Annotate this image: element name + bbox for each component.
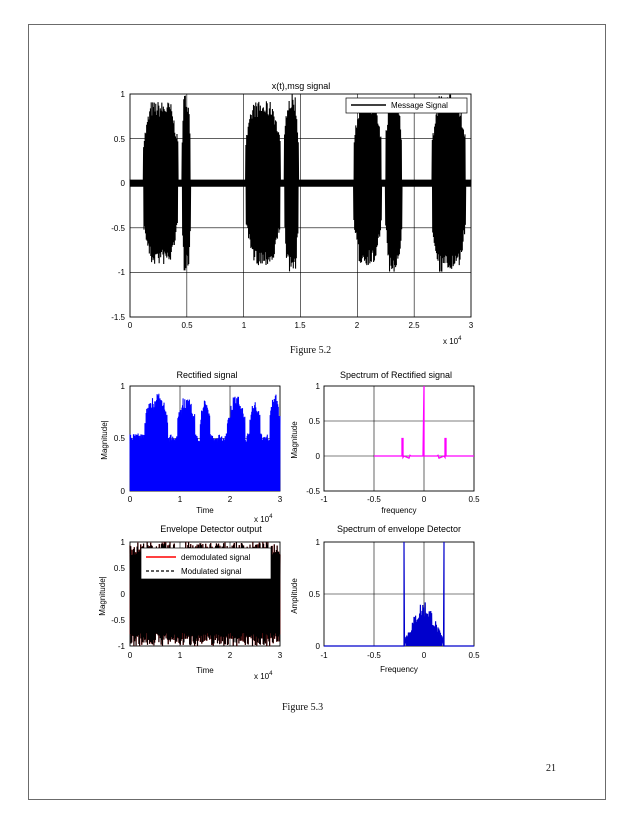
chart-title: Spectrum of Rectified signal xyxy=(339,370,453,380)
y-axis-label: Amplitude xyxy=(290,578,299,614)
figure-caption-5-2: Figure 5.2 xyxy=(290,345,332,356)
x-tick-label: 0 xyxy=(127,495,133,504)
legend xyxy=(141,548,271,579)
page-number: 21 xyxy=(546,763,556,774)
y-tick-label: -0.5 xyxy=(111,224,125,233)
y-tick-label: 1 xyxy=(120,538,125,547)
y-tick-label: -1.5 xyxy=(111,313,125,322)
x-tick-label: 0.5 xyxy=(468,651,480,660)
legend-label: demodulated signal xyxy=(181,553,251,562)
x-tick-label: 3 xyxy=(468,321,474,330)
legend-label: Modulated signal xyxy=(181,567,242,576)
y-tick-label: -1 xyxy=(117,268,125,277)
y-tick-labels xyxy=(111,90,125,322)
y-tick-label: 0 xyxy=(120,590,125,599)
legend xyxy=(346,98,467,113)
x-axis-label: Frequency xyxy=(380,665,418,674)
y-tick-label: 0.5 xyxy=(113,434,125,443)
x-tick-label: -1 xyxy=(320,651,328,660)
x-tick-label: 0.5 xyxy=(468,495,480,504)
x-tick-label: -0.5 xyxy=(367,495,381,504)
y-tick-label: 1 xyxy=(315,538,320,547)
y-tick-label: 0 xyxy=(120,487,125,496)
x-tick-labels xyxy=(128,321,474,330)
x-tick-label: 1.5 xyxy=(294,321,306,330)
chart-title: Spectrum of envelope Detector xyxy=(336,524,462,534)
chart-title: Envelope Detector output xyxy=(160,524,262,534)
x-axis-label: Time xyxy=(196,506,214,515)
y-axis-label: Magnitude xyxy=(290,421,299,459)
y-tick-label: -0.5 xyxy=(111,616,125,625)
x-tick-label: 2 xyxy=(227,651,233,660)
x-multiplier: x $10^4$ xyxy=(254,671,273,681)
legend-label: Message Signal xyxy=(391,101,448,110)
y-tick-label: -0.5 xyxy=(306,487,320,496)
y-tick-label: 0 xyxy=(120,179,125,188)
x-tick-label: 3 xyxy=(277,651,283,660)
x-tick-label: 2 xyxy=(354,321,360,330)
y-tick-label: 0.5 xyxy=(308,417,320,426)
chart-rectified-signal xyxy=(100,370,283,524)
y-axis-label: Magnitude| xyxy=(100,420,109,460)
x-tick-label: 1 xyxy=(241,321,247,330)
y-tick-label: 0 xyxy=(315,452,320,461)
plot-area xyxy=(324,386,474,491)
x-tick-label: 1 xyxy=(177,495,183,504)
x-tick-label: 0 xyxy=(127,321,133,330)
chart-rectified-spectrum xyxy=(290,370,480,515)
x-multiplier: x $10^4$ xyxy=(443,336,462,346)
y-tick-label: 0 xyxy=(315,642,320,651)
x-tick-label: 3 xyxy=(277,495,283,504)
x-tick-label: 2.5 xyxy=(408,321,420,330)
y-tick-label: 1 xyxy=(120,382,125,391)
y-tick-label: 1 xyxy=(120,90,125,99)
y-tick-label: 1 xyxy=(315,382,320,391)
chart-title: Rectified signal xyxy=(176,370,238,380)
y-tick-label: 0.5 xyxy=(308,590,320,599)
x-tick-label: 0.5 xyxy=(181,321,193,330)
figure-caption-5-3: Figure 5.3 xyxy=(282,702,324,713)
chart-title: x(t),msg signal xyxy=(271,81,331,91)
x-axis-label: Time xyxy=(196,666,214,675)
chart-message-signal xyxy=(111,81,474,346)
y-tick-label: -1 xyxy=(117,642,125,651)
x-tick-label: -0.5 xyxy=(367,651,381,660)
x-tick-label: 0 xyxy=(421,651,427,660)
y-tick-label: 0.5 xyxy=(113,564,125,573)
x-tick-label: 0 xyxy=(127,651,133,660)
y-axis-label: Magnitude| xyxy=(98,576,107,616)
x-axis-label: frequency xyxy=(381,506,417,515)
x-tick-label: -1 xyxy=(320,495,328,504)
chart-envelope-spectrum xyxy=(290,524,480,674)
x-tick-label: 0 xyxy=(421,495,427,504)
x-multiplier: x $10^4$ xyxy=(254,514,273,524)
y-tick-label: 0.5 xyxy=(113,135,125,144)
chart-envelope-detector xyxy=(98,524,283,681)
x-tick-label: 2 xyxy=(227,495,233,504)
x-tick-label: 1 xyxy=(177,651,183,660)
